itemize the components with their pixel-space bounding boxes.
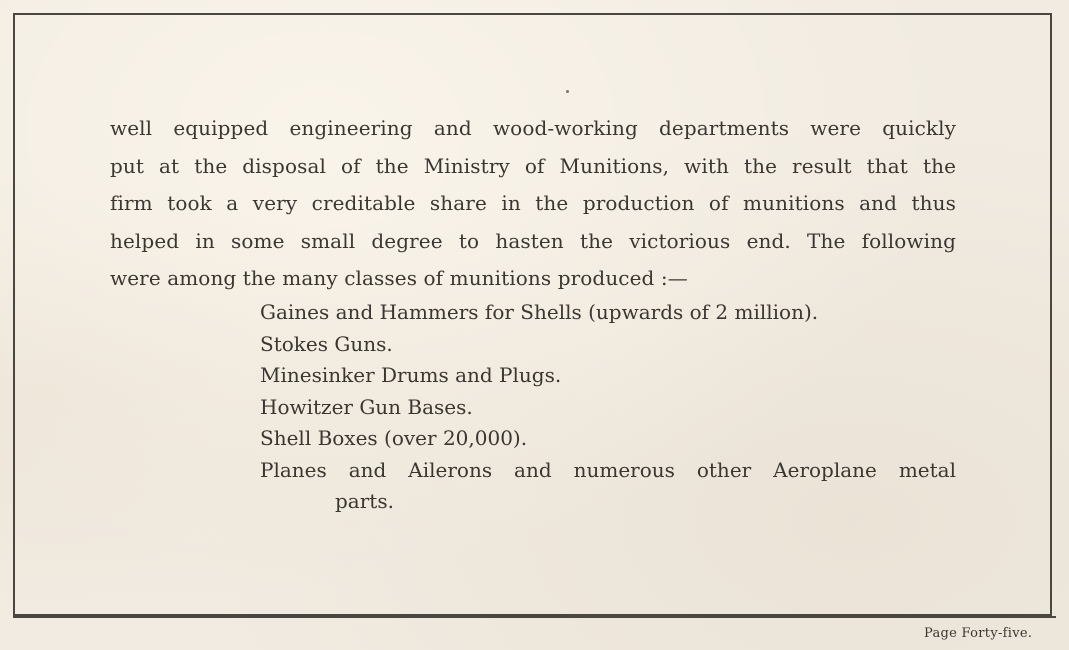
paragraph-line: were among the many classes of munitions produced :— — [110, 266, 688, 290]
paragraph-line: firm took a very creditable share in the production of munitions and thus — [110, 191, 956, 215]
list-item: Howitzer Gun Bases. — [260, 394, 473, 419]
page-number: Page Forty-five. — [924, 626, 1033, 641]
paragraph-line: helped in some small degree to hasten the victorious end. The following — [110, 228, 956, 253]
list-item: Shell Boxes (over 20,000). — [260, 426, 528, 450]
page-border-bottom-rule — [13, 616, 1056, 618]
munitions-list — [260, 297, 956, 518]
list-item: Planes and Ailerons and numerous other Aeroplane metal — [260, 457, 956, 482]
paragraph-line: well equipped engineering and wood-working departments were quickly — [110, 116, 956, 140]
list-item: Gaines and Hammers for Shells (upwards of 2 million). — [260, 300, 819, 324]
paper-speck — [566, 90, 569, 93]
list-item: Stokes Guns. — [260, 331, 393, 356]
list-item-continuation: parts. — [335, 489, 394, 513]
list-item: Minesinker Drums and Plugs. — [260, 363, 562, 387]
paragraph-line: put at the disposal of the Ministry of Munitions, with the result that the — [110, 153, 956, 178]
body-paragraph — [110, 110, 956, 298]
